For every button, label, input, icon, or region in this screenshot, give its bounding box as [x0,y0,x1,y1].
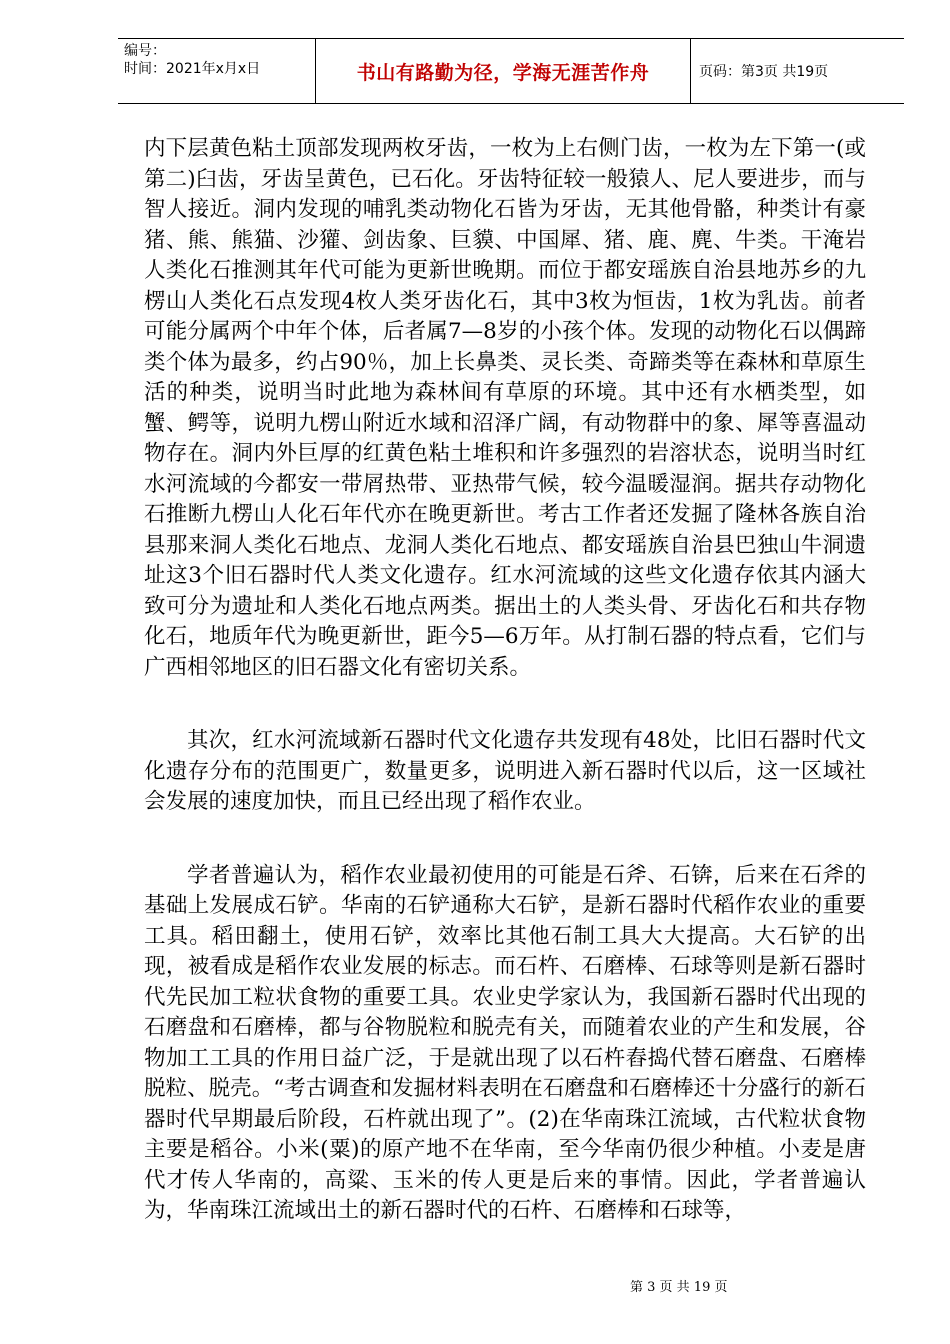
document-number-label: 编号： [124,43,166,59]
document-body [144,134,866,1227]
header-motto-cell [315,39,691,103]
document-time-label: 时间：2021年x月x日 [124,61,261,77]
page-header [118,38,904,104]
paragraph-1: 内下层黄色粘土顶部发现两枚牙齿，一枚为上右侧门齿，一枚为左下第一(或第二)臼齿，牙齿呈黄色，已石化。牙齿特征较一般猿人、尼人要进步，而与智人接近。洞内发现的哺乳类动物化石皆为牙齿，无其他骨骼，种类计有豪猪、熊、熊猫、沙獾、剑齿象、巨貘、中国犀、猪、鹿、麂、牛类。干淹岩人类化石推测其年代可能为更新世晚期。而位于都安瑶族自治县地苏乡的九楞山人类化石点发现4枚人类牙齿化石，其中3枚为恒齿，1枚为乳齿。前者可能分属两个中年个体，后者属7—8岁的小孩个体。发现的动物化石以偶蹄类个体为最多，约占90％，加上长鼻类、灵长类、奇蹄类等在森林和草原生活的种类，说明当时此地为森林间有草原的环境。其中还有水栖类型，如蟹、鳄等，说明九楞山附近水域和沼泽广阔，有动物群中的象、犀等喜温动物存在。洞内外巨厚的红黄色粘土堆积和许多强烈的岩溶状态，说明当时红水河流域的今都安一带屑热带、亚热带气候，较今温暖湿润。据共存动物化石推断九楞山人化石年代亦在晚更新世。考古工作者还发掘了隆林各族自治县那来洞人类化石地点、龙洞人类化石地点、都安瑶族自治县巴独山牛洞遗址这3个旧石器时代人类文化遗存。红水河流域的这些文化遗存依其内涵大致可分为遗址和人类化石地点两类。据出土的人类头骨、牙齿化石和共存物化石，地质年代为晚更新世，距今5—6万年。从打制石器的特点看，它们与广西相邻地区的旧石器文化有密切关系。 [144,136,866,680]
page-footer: 第 3 页 共 19 页 [630,1280,728,1295]
header-meta [118,39,315,103]
paragraph-2: 其次，红水河流域新石器时代文化遗存共发现有48处，比旧石器时代文化遗存分布的范围更广，数量更多，说明进入新石器时代以后，这一区域社会发展的速度加快，而且已经出现了稻作农业。 [144,728,866,814]
paragraph-3: 学者普遍认为，稻作农业最初使用的可能是石斧、石锛，后来在石斧的基础上发展成石铲。华南的石铲通称大石铲，是新石器时代稻作农业的重要工具。稻田翻土，使用石铲，效率比其他石制工具大大提高。大石铲的出现，被看成是稻作农业发展的标志。而石杵、石磨棒、石球等则是新石器时代先民加工粒状食物的重要工具。农业史学家认为，我国新石器时代出现的石磨盘和石磨棒，都与谷物脱粒和脱壳有关，而随着农业的产生和发展，谷物加工工具的作用日益广泛，于是就出现了以石杵舂捣代替石磨盘、石磨棒脱粒、脱壳。“考古调查和发掘材料表明在石磨盘和石磨棒还十分盛行的新石器时代早期最后阶段，石杵就出现了”。(2)在华南珠江流域，古代粒状食物主要是稻谷。小米(粟)的原产地不在华南，至今华南仍很少种植。小麦是唐代才传人华南的，高粱、玉米的传人更是后来的事情。因此，学者普遍认为，华南珠江流域出土的新石器时代的石杵、石磨棒和石球等， [144,862,866,1223]
header-motto: 书山有路勤为径，学海无涯苦作舟 [356,61,650,84]
header-page-number: 页码：第3页 共19页 [699,64,829,80]
header-page-cell [691,39,904,103]
